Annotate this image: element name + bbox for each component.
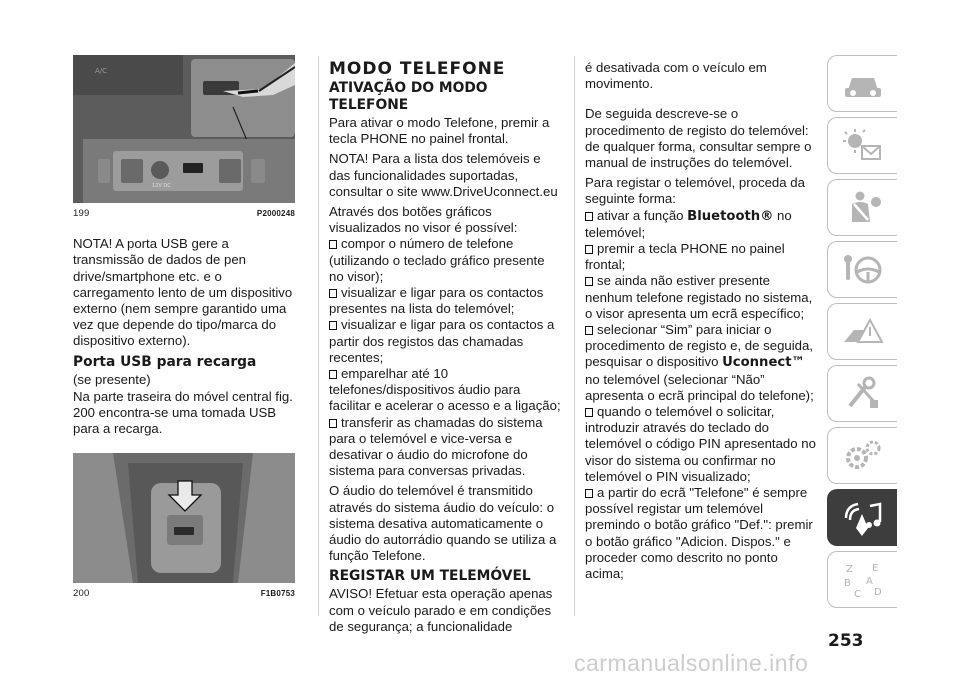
tab-starting-driving[interactable] [827, 241, 897, 298]
list-item [585, 241, 818, 273]
column-divider [318, 56, 319, 616]
if-present-text: (se presente) [73, 371, 151, 387]
index-letter: B [843, 577, 851, 589]
checkbox-bullet-icon [585, 245, 593, 254]
column-right [585, 60, 818, 582]
tab-emergency[interactable] [827, 303, 897, 360]
paragraph: NOTA! Para a lista dos telemóveis e das funcionalidades suportadas, consultar o site www.DriveUconnect.eu [329, 151, 558, 199]
list-item-text: no telemóvel (selecionar “Não” apresenta o ecrã principal do telefone); [585, 371, 814, 403]
list-item-text: ativar a função [597, 207, 688, 223]
figure-199-usb-port [73, 55, 295, 203]
checkbox-bullet-icon [329, 370, 337, 379]
figure-number: 200 [73, 588, 90, 600]
car-dashboard-icon [840, 64, 886, 104]
list-item [329, 317, 562, 366]
checkbox-bullet-icon [585, 277, 593, 286]
paragraph: Para registar o telemóvel, proceda da seguinte forma: [585, 175, 805, 207]
gears-icon [840, 436, 886, 476]
bluetooth-term: Bluetooth® [687, 208, 774, 224]
figure-caption [73, 206, 295, 222]
index-letter: E [871, 562, 878, 574]
index-letter: D [873, 586, 882, 598]
tab-knowing-vehicle[interactable] [827, 55, 897, 112]
tab-safety[interactable] [827, 179, 897, 236]
paragraph: AVISO! Efetuar esta operação apenas com o veículo parado e em condições de segurança; a funcionalidade [329, 586, 553, 634]
paragraph: Através dos botões gráficos visualizados no visor é possível: [329, 204, 518, 236]
list-item-text: a partir do ecrã "Telefone" é sempre possível registar um telemóvel premindo o botão gráfico "Def.": premir o botão gráfico "Adicion. Dispos." e proceder como descrito no ponto acima; [585, 485, 813, 582]
paragraph: Para ativar o modo Telefone, premir a tecla PHONE no painel frontal. [329, 115, 550, 147]
warning-triangle-icon [840, 312, 886, 352]
list-item [585, 404, 818, 485]
list-item [585, 322, 818, 404]
figure-code: F1B0753 [260, 589, 295, 599]
list-item [585, 273, 818, 322]
seatbelt-airbag-icon [840, 188, 886, 228]
index-letter: A [865, 575, 873, 587]
usb-port-photo [73, 55, 295, 203]
wrench-tools-icon [840, 374, 886, 414]
tab-lights-messages[interactable] [827, 117, 897, 174]
checkbox-bullet-icon [585, 212, 593, 221]
figure-number: 199 [73, 208, 90, 219]
usb-note: NOTA! A porta USB gere a transmissão de dados de pen drive/smartphone etc. e o carregamento lento de um dispositivo externo (nem sempre garantido uma vez que depende do tipo/marca do dispositivo externo). [73, 236, 293, 349]
uconnect-term: Uconnect™ [722, 355, 805, 371]
multimedia-icon [840, 498, 886, 538]
column-left [73, 55, 295, 617]
checkbox-bullet-icon [329, 321, 337, 330]
figure-200-rear-usb [73, 453, 295, 583]
checkbox-bullet-icon [585, 408, 593, 417]
figure-code: P2000248 [256, 209, 295, 218]
chapter-tabs [827, 55, 897, 613]
rear-usb-photo [73, 453, 295, 583]
list-item-text: transferir as chamadas do sistema para o telemóvel e vice-versa e desativar o áudio do microfone do sistema para conversas privadas. [329, 414, 543, 479]
list-item-text: emparelhar até 10 telefones/dispositivos áudio para facilitar e acelerar o acesso e a ligação; [329, 366, 561, 414]
list-item [585, 208, 818, 241]
steering-key-icon [840, 250, 886, 290]
tab-multimedia[interactable] [827, 489, 897, 546]
lights-message-icon [840, 126, 886, 166]
section-subtitle: ATIVAÇÃO DO MODO TELEFONE [329, 80, 488, 113]
checkbox-bullet-icon [329, 240, 337, 249]
list-item-text: premir a tecla PHONE no painel frontal; [585, 241, 785, 273]
page-number: 253 [828, 631, 864, 651]
watermark: carmanualsonline.info [574, 650, 809, 676]
checkbox-bullet-icon [585, 489, 593, 498]
socket-label: 12V DC [152, 183, 171, 189]
list-item [329, 366, 562, 415]
list-item-text: visualizar e ligar para os contactos a partir dos registos das chamadas recentes; [329, 317, 555, 365]
list-item [585, 485, 818, 582]
tab-maintenance[interactable] [827, 365, 897, 422]
list-item-text: selecionar “Sim” para iniciar o procedimento de registo e, de seguida, pesquisar o dispositivo [585, 322, 813, 370]
checkbox-bullet-icon [329, 289, 337, 298]
section-title: MODO TELEFONE [329, 59, 506, 79]
checkbox-bullet-icon [585, 326, 593, 335]
list-item-text: se ainda não estiver presente nenhum telefone registado no sistema, o visor apresenta um ecrã específico; [585, 273, 813, 321]
index-letter: C [853, 588, 861, 600]
list-item-text: visualizar e ligar para os contactos presentes na lista do telemóvel; [329, 285, 544, 317]
list-item-text: compor o número de telefone (utilizando o teclado gráfico presente no visor); [329, 236, 545, 284]
rear-usb-heading: Porta USB para recarga [73, 353, 257, 370]
list-item [329, 236, 562, 285]
list-item-text: no telemóvel; [585, 207, 792, 240]
tab-technical-data[interactable] [827, 427, 897, 484]
rear-usb-text: Na parte traseira do móvel central fig. 200 encontra-se uma tomada USB para a recarga. [73, 388, 293, 437]
list-item [329, 285, 562, 317]
figure-caption [73, 586, 295, 602]
tab-index[interactable] [827, 551, 897, 608]
ac-label: A/C [95, 67, 108, 75]
index-letters-icon [840, 560, 886, 600]
paragraph: O áudio do telemóvel é transmitido através do sistema áudio do veículo: o sistema desativa automaticamente o áudio do autorrádio quando se utiliza a função Telefone. [329, 483, 557, 564]
column-divider [574, 56, 575, 616]
column-middle [329, 60, 562, 639]
list-item [329, 415, 562, 480]
paragraph: De seguida descreve-se o procedimento de registo do telemóvel: de qualquer forma, consultar sempre o manual de instruções do telemóvel. [585, 106, 812, 171]
checkbox-bullet-icon [329, 419, 337, 428]
register-heading: REGISTAR UM TELEMÓVEL [329, 568, 531, 585]
index-letter: Z [845, 563, 853, 575]
list-item-text: quando o telemóvel o solicitar, introduzir através do teclado do telemóvel o código PIN apresentado no visor do sistema ou confirmar no telemóvel o PIN visualizado; [585, 404, 816, 484]
paragraph: é desativada com o veículo em movimento. [585, 60, 767, 92]
